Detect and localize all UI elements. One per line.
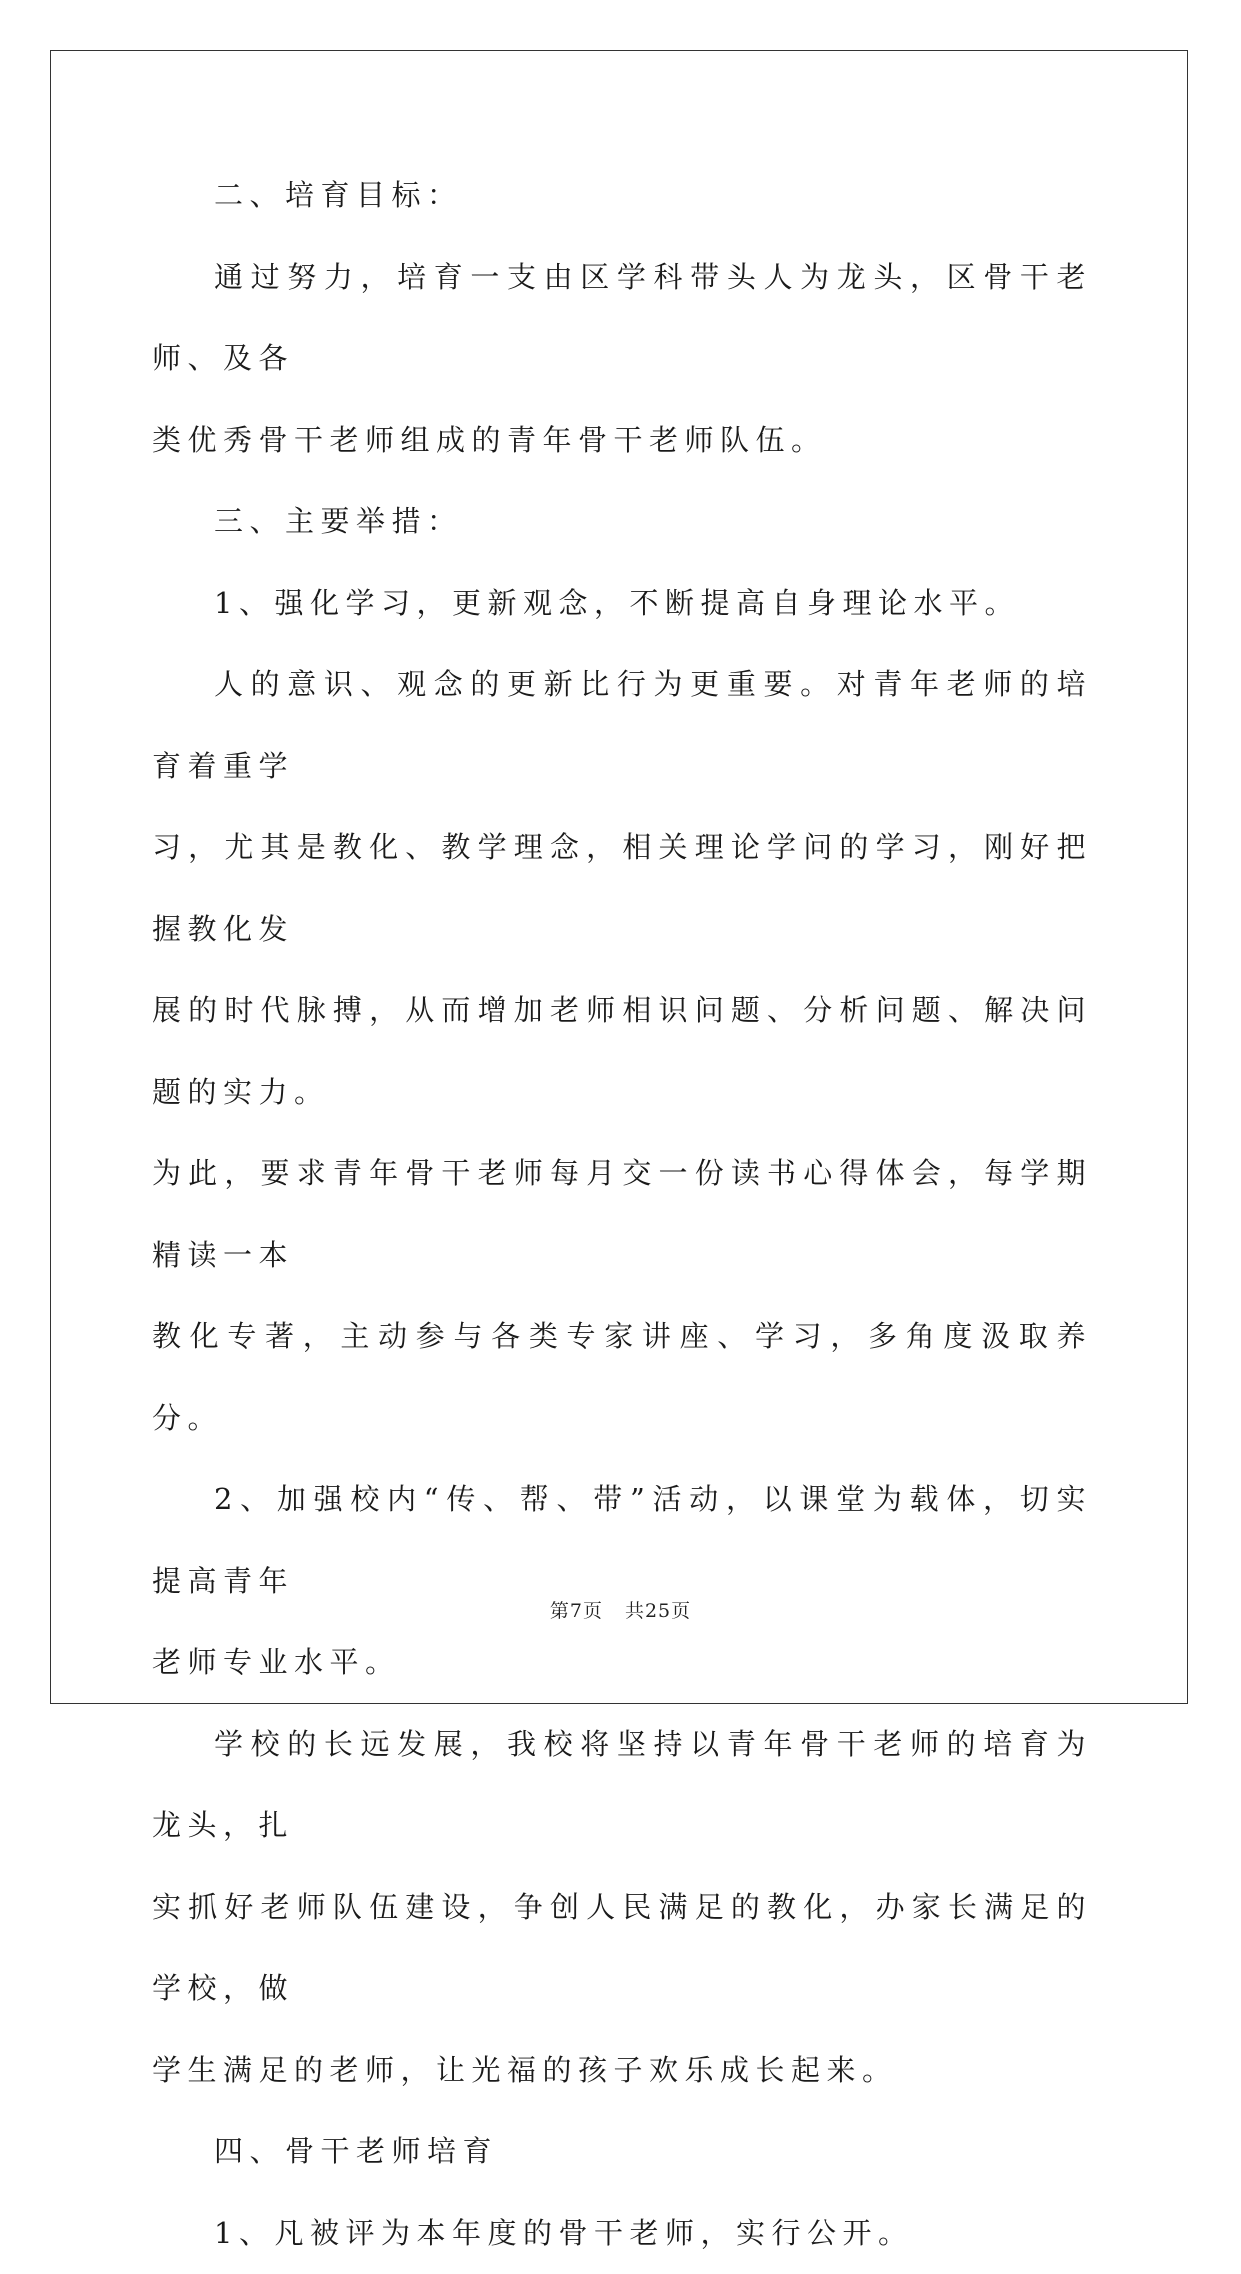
text-line: 1、强化学习，更新观念，不断提高自身理论水平。 <box>152 563 1092 645</box>
document-body <box>152 155 1092 2274</box>
text-line: 通过努力，培育一支由区学科带头人为龙头，区骨干老师、及各 <box>152 237 1092 400</box>
text-line: 实抓好老师队伍建设，争创人民满足的教化，办家长满足的学校，做 <box>152 1867 1092 2030</box>
text-line: 人的意识、观念的更新比行为更重要。对青年老师的培育着重学 <box>152 644 1092 807</box>
text-line: 2、加强校内“传、帮、带”活动，以课堂为载体，切实提高青年 <box>152 1459 1092 1622</box>
paragraph-study <box>152 644 1092 1459</box>
text-line: 三、主要举措： <box>152 481 1092 563</box>
subheading-public <box>152 2193 1092 2274</box>
subheading-mentoring <box>152 1459 1092 1704</box>
page-footer <box>0 1596 1241 1623</box>
text-line: 学校的长远发展，我校将坚持以青年骨干老师的培育为龙头，扎 <box>152 1704 1092 1867</box>
section-heading-goals <box>152 155 1092 237</box>
text-line: 展的时代脉搏，从而增加老师相识问题、分析问题、解决问题的实力。 <box>152 970 1092 1133</box>
text-line: 类优秀骨干老师组成的青年骨干老师队伍。 <box>152 400 1092 482</box>
text-line: 习，尤其是教化、教学理念，相关理论学问的学习，刚好把握教化发 <box>152 807 1092 970</box>
page-total: 共25页 <box>625 1600 691 1622</box>
text-line: 1、凡被评为本年度的骨干老师，实行公开。 <box>152 2193 1092 2274</box>
paragraph-development <box>152 1704 1092 2112</box>
text-line: 四、骨干老师培育 <box>152 2111 1092 2193</box>
paragraph-goals <box>152 237 1092 482</box>
text-line: 教化专著，主动参与各类专家讲座、学习，多角度汲取养分。 <box>152 1296 1092 1459</box>
text-line: 为此，要求青年骨干老师每月交一份读书心得体会，每学期精读一本 <box>152 1133 1092 1296</box>
text-line: 学生满足的老师，让光福的孩子欢乐成长起来。 <box>152 2030 1092 2112</box>
page-number: 第7页 <box>550 1600 603 1622</box>
text-line: 二、培育目标： <box>152 155 1092 237</box>
section-heading-measures <box>152 481 1092 563</box>
text-line: 老师专业水平。 <box>152 1622 1092 1704</box>
subheading-study <box>152 563 1092 645</box>
section-heading-backbone <box>152 2111 1092 2193</box>
